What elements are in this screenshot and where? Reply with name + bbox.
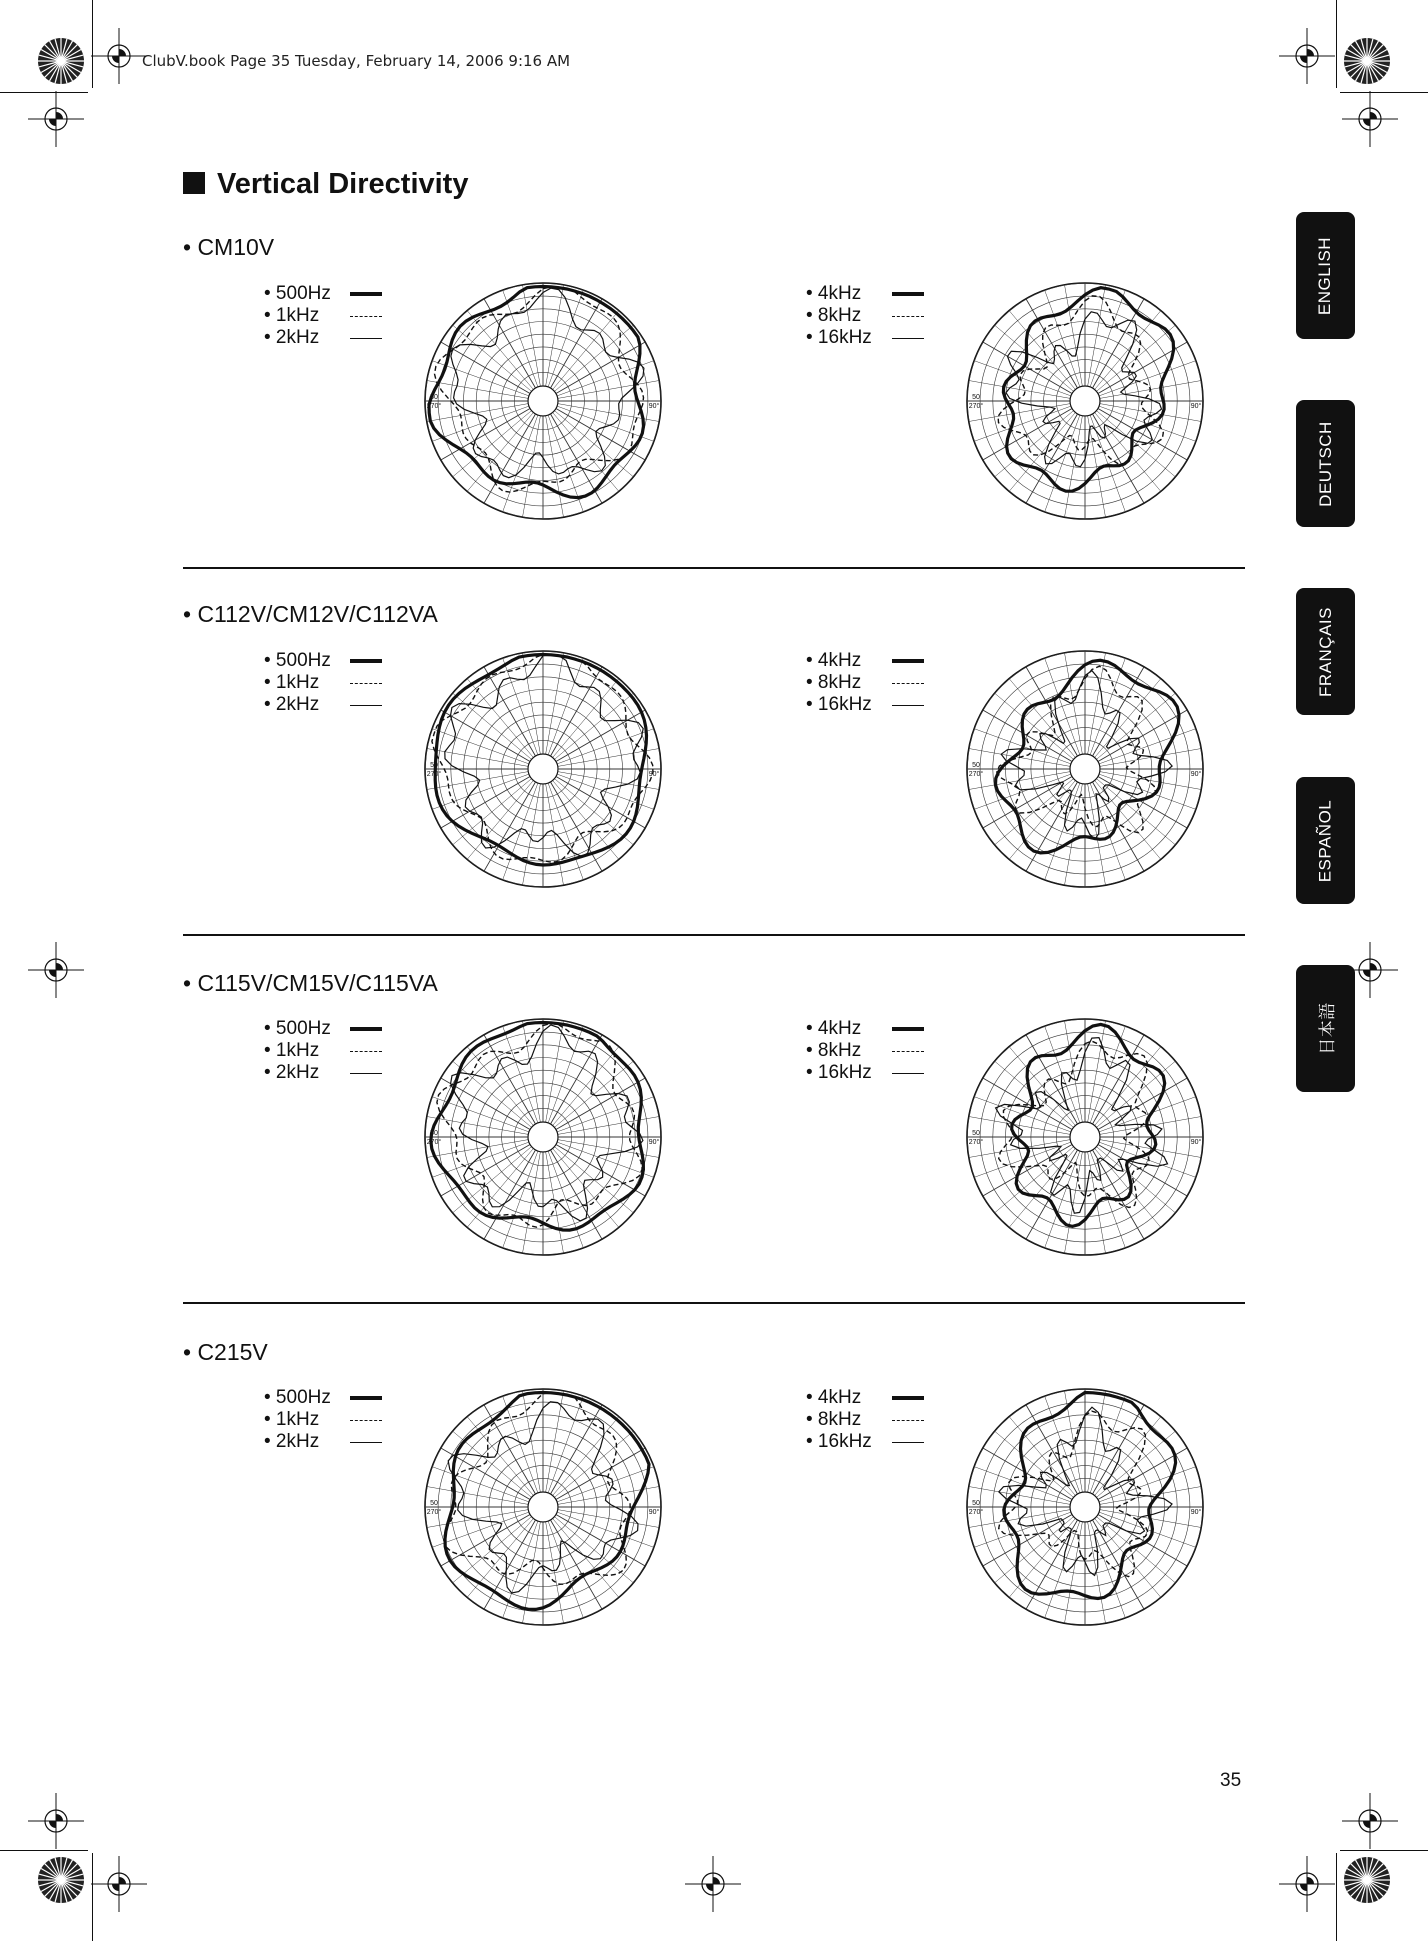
polar-spoke <box>553 1047 619 1126</box>
polar-hub <box>1070 386 1100 416</box>
legend-row <box>806 650 924 672</box>
polar-angle-label-right: 90° <box>648 403 660 410</box>
legend-label: • 1kHz <box>264 672 320 693</box>
polar-plot-c112v-low <box>420 646 666 892</box>
crop-line <box>1340 92 1428 93</box>
polar-spoke <box>1026 299 1078 388</box>
legend-label: • 2kHz <box>264 327 320 348</box>
print-header: ClubV.book Page 35 Tuesday, February 14, 2006 9:16 AM <box>142 52 571 70</box>
legend-label: • 16kHz <box>806 1431 872 1452</box>
section-divider <box>183 934 1245 936</box>
legend-label: • 500Hz <box>264 1387 331 1408</box>
polar-angle-label-left: 270° <box>968 403 984 410</box>
model-label-c112v: • C112V/CM12V/C112VA <box>183 601 438 627</box>
model-label-c215v: • C215V <box>183 1339 268 1365</box>
legend-swatch-thick <box>892 292 924 296</box>
legend-row <box>806 1018 924 1040</box>
registration-mark-svg <box>1342 91 1398 147</box>
polar-spoke <box>484 1150 536 1239</box>
legend-swatch-thick <box>350 292 382 296</box>
legend-label: • 4kHz <box>806 1387 862 1408</box>
polar-spoke <box>503 415 538 512</box>
legend-label: • 8kHz <box>806 1409 862 1430</box>
polar-angle-label-right: 90° <box>648 1509 660 1516</box>
polar-angle-label-left: 270° <box>426 1139 442 1146</box>
legend-row <box>264 305 382 327</box>
polar-spoke <box>556 1448 645 1500</box>
legend-high-c112v <box>806 650 924 716</box>
polar-scale-label: 50 <box>972 1130 980 1137</box>
polar-hub <box>528 1492 558 1522</box>
polar-spoke <box>467 1518 533 1597</box>
polar-spoke <box>503 1396 538 1493</box>
polar-spoke <box>1009 1417 1075 1496</box>
legend-high-cm10v <box>806 283 924 349</box>
crop-line <box>0 92 88 93</box>
polar-spoke <box>484 782 536 871</box>
legend-label: • 8kHz <box>806 1040 862 1061</box>
polar-spoke <box>1009 412 1075 491</box>
legend-label: • 4kHz <box>806 1018 862 1039</box>
corner-disc-svg <box>1342 1855 1392 1905</box>
polar-spoke <box>551 1520 603 1609</box>
disc-center <box>1364 1877 1370 1883</box>
polar-spoke <box>551 667 603 756</box>
page-title <box>183 168 468 201</box>
legend-swatch-thin <box>892 1073 924 1074</box>
polar-spoke <box>432 406 529 441</box>
legend-row <box>806 305 924 327</box>
polar-spoke <box>548 1026 583 1123</box>
legend-row <box>806 1387 924 1409</box>
polar-spoke <box>441 710 530 762</box>
legend-swatch-thick <box>350 659 382 663</box>
polar-spoke <box>551 1405 603 1494</box>
legend-row <box>806 1409 924 1431</box>
polar-spoke <box>453 411 532 477</box>
polar-spoke <box>1093 1035 1145 1124</box>
polar-spoke <box>1090 658 1125 755</box>
legend-row <box>264 1431 382 1453</box>
polar-spoke <box>503 783 538 880</box>
corner-disc-svg <box>1342 36 1392 86</box>
reg-quadrants <box>1363 1814 1377 1828</box>
registration-mark-svg <box>1342 1793 1398 1849</box>
polar-trace-dashed <box>999 1041 1149 1207</box>
polar-spoke <box>1009 679 1075 758</box>
registration-mark-icon <box>1342 1793 1398 1849</box>
tab-francais-label: FRANÇAIS <box>1315 606 1335 697</box>
legend-row <box>264 1062 382 1084</box>
polar-spoke <box>432 1467 529 1502</box>
polar-plot-c215v-high <box>962 1384 1208 1630</box>
polar-spoke <box>1009 1047 1075 1126</box>
polar-spoke <box>453 1147 532 1213</box>
polar-plot-c215v-low <box>420 1384 666 1630</box>
legend-label: • 4kHz <box>806 283 862 304</box>
polar-angle-label-left: 270° <box>426 403 442 410</box>
reg-quadrants <box>1300 49 1314 63</box>
polar-angle-label-right: 90° <box>1190 1509 1202 1516</box>
polar-angle-label-left: 270° <box>968 1509 984 1516</box>
legend-high-c215v <box>806 1387 924 1453</box>
polar-angle-label-left: 270° <box>968 1139 984 1146</box>
legend-row <box>264 1387 382 1409</box>
tab-deutsch-label: DEUTSCH <box>1315 420 1335 507</box>
polar-plot-cm10v-high <box>962 278 1208 524</box>
legend-label: • 16kHz <box>806 327 872 348</box>
polar-angle-label-right: 90° <box>1190 403 1202 410</box>
reg-quadrants <box>49 1814 63 1828</box>
legend-swatch-thin <box>350 705 382 706</box>
polar-spoke <box>974 774 1071 809</box>
polar-spoke <box>1090 783 1125 880</box>
legend-row <box>806 1062 924 1084</box>
legend-swatch-dashed <box>350 683 382 684</box>
legend-label: • 500Hz <box>264 650 331 671</box>
polar-hub <box>528 386 558 416</box>
polar-spoke <box>484 1520 536 1609</box>
tab-deutsch[interactable] <box>1296 400 1355 527</box>
tab-francais[interactable] <box>1296 588 1355 715</box>
disc-center <box>58 58 64 64</box>
legend-swatch-thin <box>350 1073 382 1074</box>
polar-spoke <box>553 1518 619 1597</box>
legend-label: • 500Hz <box>264 1018 331 1039</box>
polar-angle-label-right: 90° <box>1190 1139 1202 1146</box>
model-label-c115v: • C115V/CM15V/C115VA <box>183 970 438 996</box>
polar-scale-label: 50 <box>972 1500 980 1507</box>
polar-spoke <box>556 1145 645 1197</box>
legend-low-c112v <box>264 650 382 716</box>
polar-spoke <box>548 658 583 755</box>
page-number: 35 <box>1220 1770 1242 1791</box>
registration-mark-icon <box>91 28 147 84</box>
polar-spoke <box>453 693 532 759</box>
tab-espanol-label: ESPAÑOL <box>1315 799 1335 882</box>
crop-line <box>1340 1850 1428 1851</box>
legend-low-c215v <box>264 1387 382 1453</box>
legend-swatch-thick <box>350 1027 382 1031</box>
polar-spoke <box>1096 693 1175 759</box>
polar-spoke <box>1098 1515 1187 1567</box>
legend-row <box>264 1040 382 1062</box>
reg-quadrants <box>1363 963 1377 977</box>
polar-spoke <box>453 325 532 391</box>
crop-line <box>0 1850 88 1851</box>
legend-label: • 2kHz <box>264 694 320 715</box>
legend-swatch-thin <box>892 705 924 706</box>
legend-label: • 8kHz <box>806 305 862 326</box>
polar-scale-label: 50 <box>430 1500 438 1507</box>
polar-plot-svg <box>962 1384 1208 1630</box>
polar-angle-label-left: 270° <box>426 1509 442 1516</box>
corner-disc-svg <box>36 1855 86 1905</box>
polar-plot-svg <box>420 1384 666 1630</box>
polar-spoke <box>554 411 633 477</box>
polar-spoke <box>467 1417 533 1496</box>
polar-scale-label: 50 <box>972 394 980 401</box>
polar-hub <box>1070 1122 1100 1152</box>
registration-mark-svg <box>1279 28 1335 84</box>
polar-plot-c115v-high <box>962 1014 1208 1260</box>
legend-swatch-thick <box>892 659 924 663</box>
reg-quadrants <box>706 1877 720 1891</box>
registration-mark-icon <box>685 1856 741 1912</box>
legend-swatch-thick <box>892 1027 924 1031</box>
polar-spoke <box>556 409 645 461</box>
tab-japanese-label: 日本語 <box>1318 1002 1337 1055</box>
polar-spoke <box>554 779 633 845</box>
polar-spoke <box>983 710 1072 762</box>
polar-spoke <box>1045 783 1080 880</box>
polar-spoke <box>1098 409 1187 461</box>
registration-mark-svg <box>91 28 147 84</box>
legend-row <box>806 327 924 349</box>
legend-label: • 2kHz <box>264 1062 320 1083</box>
registration-mark-svg <box>28 91 84 147</box>
polar-scale-label: 50 <box>430 394 438 401</box>
model-label-cm10v: • CM10V <box>183 234 275 260</box>
legend-label: • 1kHz <box>264 1040 320 1061</box>
corner-disc-icon <box>36 1855 86 1905</box>
polar-spoke <box>556 342 645 394</box>
registration-mark-icon <box>1342 91 1398 147</box>
polar-spoke <box>484 667 536 756</box>
polar-spoke <box>983 409 1072 461</box>
polar-spoke <box>554 693 633 759</box>
polar-spoke <box>432 729 529 764</box>
legend-swatch-dashed <box>350 316 382 317</box>
corner-disc-icon <box>36 36 86 86</box>
registration-mark-icon <box>1279 1856 1335 1912</box>
corner-disc-svg <box>36 36 86 86</box>
registration-mark-icon <box>28 942 84 998</box>
polar-spoke <box>553 412 619 491</box>
legend-row <box>806 1040 924 1062</box>
legend-label: • 8kHz <box>806 672 862 693</box>
polar-spoke <box>1096 779 1175 845</box>
reg-quadrants <box>112 49 126 63</box>
legend-label: • 16kHz <box>806 694 872 715</box>
legend-swatch-thin <box>892 1442 924 1443</box>
disc-center <box>1364 58 1370 64</box>
legend-swatch-dashed <box>350 1420 382 1421</box>
legend-label: • 4kHz <box>806 650 862 671</box>
polar-angle-label-left: 270° <box>426 771 442 778</box>
legend-label: • 1kHz <box>264 305 320 326</box>
polar-spoke <box>1026 782 1078 871</box>
tab-english-label: ENGLISH <box>1315 236 1335 315</box>
legend-row <box>264 650 382 672</box>
polar-spoke <box>551 299 603 388</box>
legend-swatch-dashed <box>350 1051 382 1052</box>
registration-mark-icon <box>28 1793 84 1849</box>
polar-plot-svg <box>420 278 666 524</box>
polar-spoke <box>1098 1145 1187 1197</box>
disc-center <box>58 1877 64 1883</box>
polar-spoke <box>556 1078 645 1130</box>
crop-line <box>92 1853 93 1941</box>
legend-label: • 2kHz <box>264 1431 320 1452</box>
corner-disc-icon <box>1342 36 1392 86</box>
registration-mark-icon <box>91 1856 147 1912</box>
polar-plot-cm10v-low <box>420 278 666 524</box>
legend-swatch-dashed <box>892 1420 924 1421</box>
registration-mark-icon <box>1342 942 1398 998</box>
polar-spoke <box>983 1515 1072 1567</box>
polar-spoke <box>467 412 533 491</box>
polar-spoke <box>1099 361 1196 396</box>
polar-spoke <box>557 1512 654 1547</box>
legend-low-cm10v <box>264 283 382 349</box>
polar-spoke <box>467 1047 533 1126</box>
polar-spoke <box>432 774 529 809</box>
polar-spoke <box>553 1148 619 1227</box>
reg-quadrants <box>1363 112 1377 126</box>
tab-english[interactable] <box>1296 212 1355 339</box>
polar-plot-c115v-low <box>420 1014 666 1260</box>
polar-spoke <box>453 1061 532 1127</box>
polar-trace-dashed <box>998 296 1163 465</box>
polar-plot-svg <box>420 646 666 892</box>
legend-swatch-dashed <box>892 683 924 684</box>
polar-plot-svg <box>962 646 1208 892</box>
polar-angle-label-right: 90° <box>648 1139 660 1146</box>
polar-hub <box>1070 1492 1100 1522</box>
legend-swatch-thick <box>350 1396 382 1400</box>
registration-mark-icon <box>28 91 84 147</box>
polar-hub <box>1070 754 1100 784</box>
registration-mark-svg <box>28 942 84 998</box>
polar-spoke <box>453 779 532 845</box>
reg-quadrants <box>1300 1877 1314 1891</box>
polar-angle-label-right: 90° <box>648 771 660 778</box>
polar-spoke <box>995 1061 1074 1127</box>
registration-mark-svg <box>1279 1856 1335 1912</box>
polar-scale-label: 50 <box>430 1130 438 1137</box>
polar-spoke <box>553 679 619 758</box>
polar-spoke <box>974 1142 1071 1177</box>
section-divider <box>183 1302 1245 1304</box>
legend-swatch-thin <box>350 338 382 339</box>
reg-quadrants <box>49 963 63 977</box>
title-square-icon <box>183 172 205 194</box>
polar-spoke <box>484 1035 536 1124</box>
legend-row <box>264 283 382 305</box>
legend-high-c115v <box>806 1018 924 1084</box>
crop-line <box>1336 1853 1337 1941</box>
legend-row <box>264 327 382 349</box>
polar-spoke <box>503 1026 538 1123</box>
crop-line <box>1336 0 1337 88</box>
legend-swatch-thick <box>892 1396 924 1400</box>
polar-spoke <box>1096 1517 1175 1583</box>
legend-row <box>264 1409 382 1431</box>
registration-mark-svg <box>91 1856 147 1912</box>
polar-angle-label-right: 90° <box>1190 771 1202 778</box>
polar-spoke <box>553 311 619 390</box>
reg-quadrants <box>112 1877 126 1891</box>
corner-disc-icon <box>1342 1855 1392 1905</box>
polar-spoke <box>1093 414 1145 503</box>
polar-scale-label: 50 <box>972 762 980 769</box>
polar-spoke <box>484 1405 536 1494</box>
polar-plot-svg <box>420 1014 666 1260</box>
polar-spoke <box>484 299 536 388</box>
polar-hub <box>528 1122 558 1152</box>
legend-swatch-dashed <box>892 316 924 317</box>
legend-row <box>806 672 924 694</box>
polar-spoke <box>551 1150 603 1239</box>
legend-label: • 1kHz <box>264 1409 320 1430</box>
tab-espanol[interactable] <box>1296 777 1355 904</box>
registration-mark-icon <box>1279 28 1335 84</box>
legend-row <box>806 283 924 305</box>
polar-plot-svg <box>962 1014 1208 1260</box>
polar-spoke <box>1045 1521 1080 1618</box>
legend-row <box>806 1431 924 1453</box>
legend-row <box>264 1018 382 1040</box>
polar-angle-label-left: 270° <box>968 771 984 778</box>
polar-hub <box>528 754 558 784</box>
legend-row <box>806 694 924 716</box>
page-title-text: Vertical Directivity <box>217 168 469 200</box>
polar-spoke <box>974 406 1071 441</box>
polar-spoke <box>557 729 654 764</box>
polar-spoke <box>548 290 583 387</box>
legend-low-c115v <box>264 1018 382 1084</box>
polar-spoke <box>484 414 536 503</box>
legend-swatch-dashed <box>892 1051 924 1052</box>
reg-quadrants <box>49 112 63 126</box>
registration-mark-svg <box>1342 942 1398 998</box>
legend-row <box>264 694 382 716</box>
legend-row <box>264 672 382 694</box>
polar-spoke <box>503 1151 538 1248</box>
legend-label: • 16kHz <box>806 1062 872 1083</box>
legend-swatch-thin <box>350 1442 382 1443</box>
section-divider <box>183 567 1245 569</box>
polar-spoke <box>556 777 645 829</box>
polar-spoke <box>1099 1142 1196 1177</box>
legend-label: • 500Hz <box>264 283 331 304</box>
crop-line <box>92 0 93 88</box>
registration-mark-svg <box>685 1856 741 1912</box>
polar-spoke <box>503 658 538 755</box>
registration-mark-svg <box>28 1793 84 1849</box>
polar-plot-svg <box>962 278 1208 524</box>
legend-swatch-thin <box>892 338 924 339</box>
polar-plot-c112v-high <box>962 646 1208 892</box>
polar-scale-label: 50 <box>430 762 438 769</box>
